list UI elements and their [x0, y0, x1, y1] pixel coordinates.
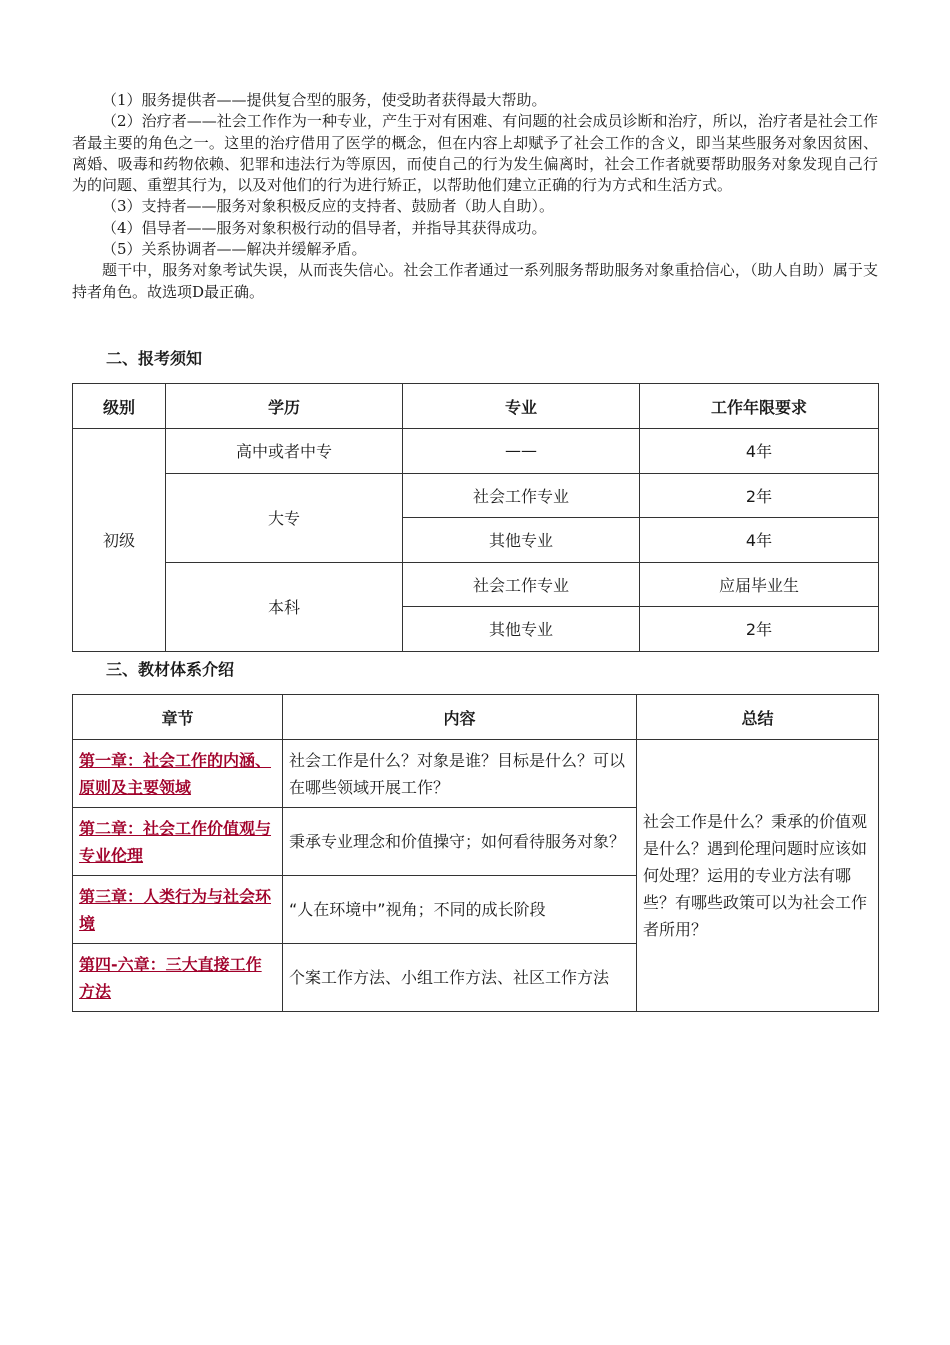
education-cell: 本科 [166, 562, 403, 651]
years-cell: 2年 [640, 607, 879, 652]
content-cell: “人在环境中”视角；不同的成长阶段 [283, 876, 637, 944]
header-major: 专业 [403, 384, 640, 429]
header-summary: 总结 [637, 695, 879, 740]
education-cell: 高中或者中专 [166, 429, 403, 474]
major-cell: 其他专业 [403, 518, 640, 563]
years-cell: 2年 [640, 473, 879, 518]
chapter-link[interactable]: 第四-六章：三大直接工作方法 [79, 954, 262, 1001]
header-years: 工作年限要求 [640, 384, 879, 429]
paragraph-2: （2）治疗者——社会工作作为一种专业，产生于对有困难、有问题的社会成员诊断和治疗，所以，治疗者是社会工作者最主要的角色之一。这里的治疗借用了医学的概念，但在内容上却赋予了社会工作的含义，即当某些服务对象因贫困、离婚、吸毒和药物依赖、犯罪和违法行为等原因，而使自己的行为发生偏离时，社会工作者就要帮助服务对象发现自己行为的问题、重塑其行为，以及对他们的行为进行矫正，以帮助他们建立正确的行为方式和生活方式。 [72, 112, 878, 195]
major-cell: 社会工作专业 [403, 473, 640, 518]
section-title-textbook: 三、教材体系介绍 [106, 660, 235, 679]
education-cell: 大专 [166, 473, 403, 562]
section-title-registration: 二、报考须知 [106, 349, 203, 368]
major-cell: 其他专业 [403, 607, 640, 652]
chapter-cell [73, 876, 283, 944]
header-level: 级别 [73, 384, 166, 429]
table-header-row [73, 695, 879, 740]
years-cell: 4年 [640, 429, 879, 474]
table-row [73, 562, 879, 607]
years-cell: 4年 [640, 518, 879, 563]
paragraph-1: （1）服务提供者——提供复合型的服务，使受助者获得最大帮助。 [102, 91, 547, 109]
major-cell: —— [403, 429, 640, 474]
paragraph-4: （4）倡导者——服务对象积极行动的倡导者，并指导其获得成功。 [102, 218, 547, 237]
chapter-link[interactable]: 第三章：人类行为与社会环境 [79, 886, 272, 933]
chapter-cell [73, 740, 283, 808]
major-cell: 社会工作专业 [403, 562, 640, 607]
content-cell: 个案工作方法、小组工作方法、社区工作方法 [283, 944, 637, 1012]
years-cell: 应届毕业生 [640, 562, 879, 607]
registration-table [72, 383, 879, 652]
content-cell: 社会工作是什么？对象是谁？目标是什么？可以在哪些领域开展工作？ [283, 740, 637, 808]
table-header-row [73, 384, 879, 429]
table-row [73, 429, 879, 474]
textbook-table [72, 694, 879, 1012]
chapter-link[interactable]: 第二章：社会工作价值观与专业伦理 [79, 818, 272, 865]
level-cell: 初级 [73, 429, 166, 652]
content-cell: 秉承专业理念和价值操守；如何看待服务对象？ [283, 808, 637, 876]
explanation-text [72, 90, 878, 303]
header-content: 内容 [283, 695, 637, 740]
paragraph-3: （3）支持者——服务对象积极反应的支持者、鼓励者（助人自助）。 [102, 197, 555, 216]
table-row [73, 473, 879, 518]
summary-cell: 社会工作是什么？秉承的价值观是什么？遇到伦理问题时应该如何处理？运用的专业方法有哪些？有哪些政策可以为社会工作者所用？ [637, 740, 879, 1012]
chapter-link[interactable]: 第一章：社会工作的内涵、原则及主要领域 [79, 750, 272, 797]
paragraph-6: 题干中，服务对象考试失误，从而丧失信心。社会工作者通过一系列服务帮助服务对象重拾信心，（助人自助）属于支持者角色。故选项D最正确。 [72, 261, 878, 301]
table-row [73, 740, 879, 808]
header-education: 学历 [166, 384, 403, 429]
chapter-cell [73, 808, 283, 876]
chapter-cell [73, 944, 283, 1012]
header-chapter: 章节 [73, 695, 283, 740]
paragraph-5: （5）关系协调者——解决并缓解矛盾。 [102, 240, 367, 259]
